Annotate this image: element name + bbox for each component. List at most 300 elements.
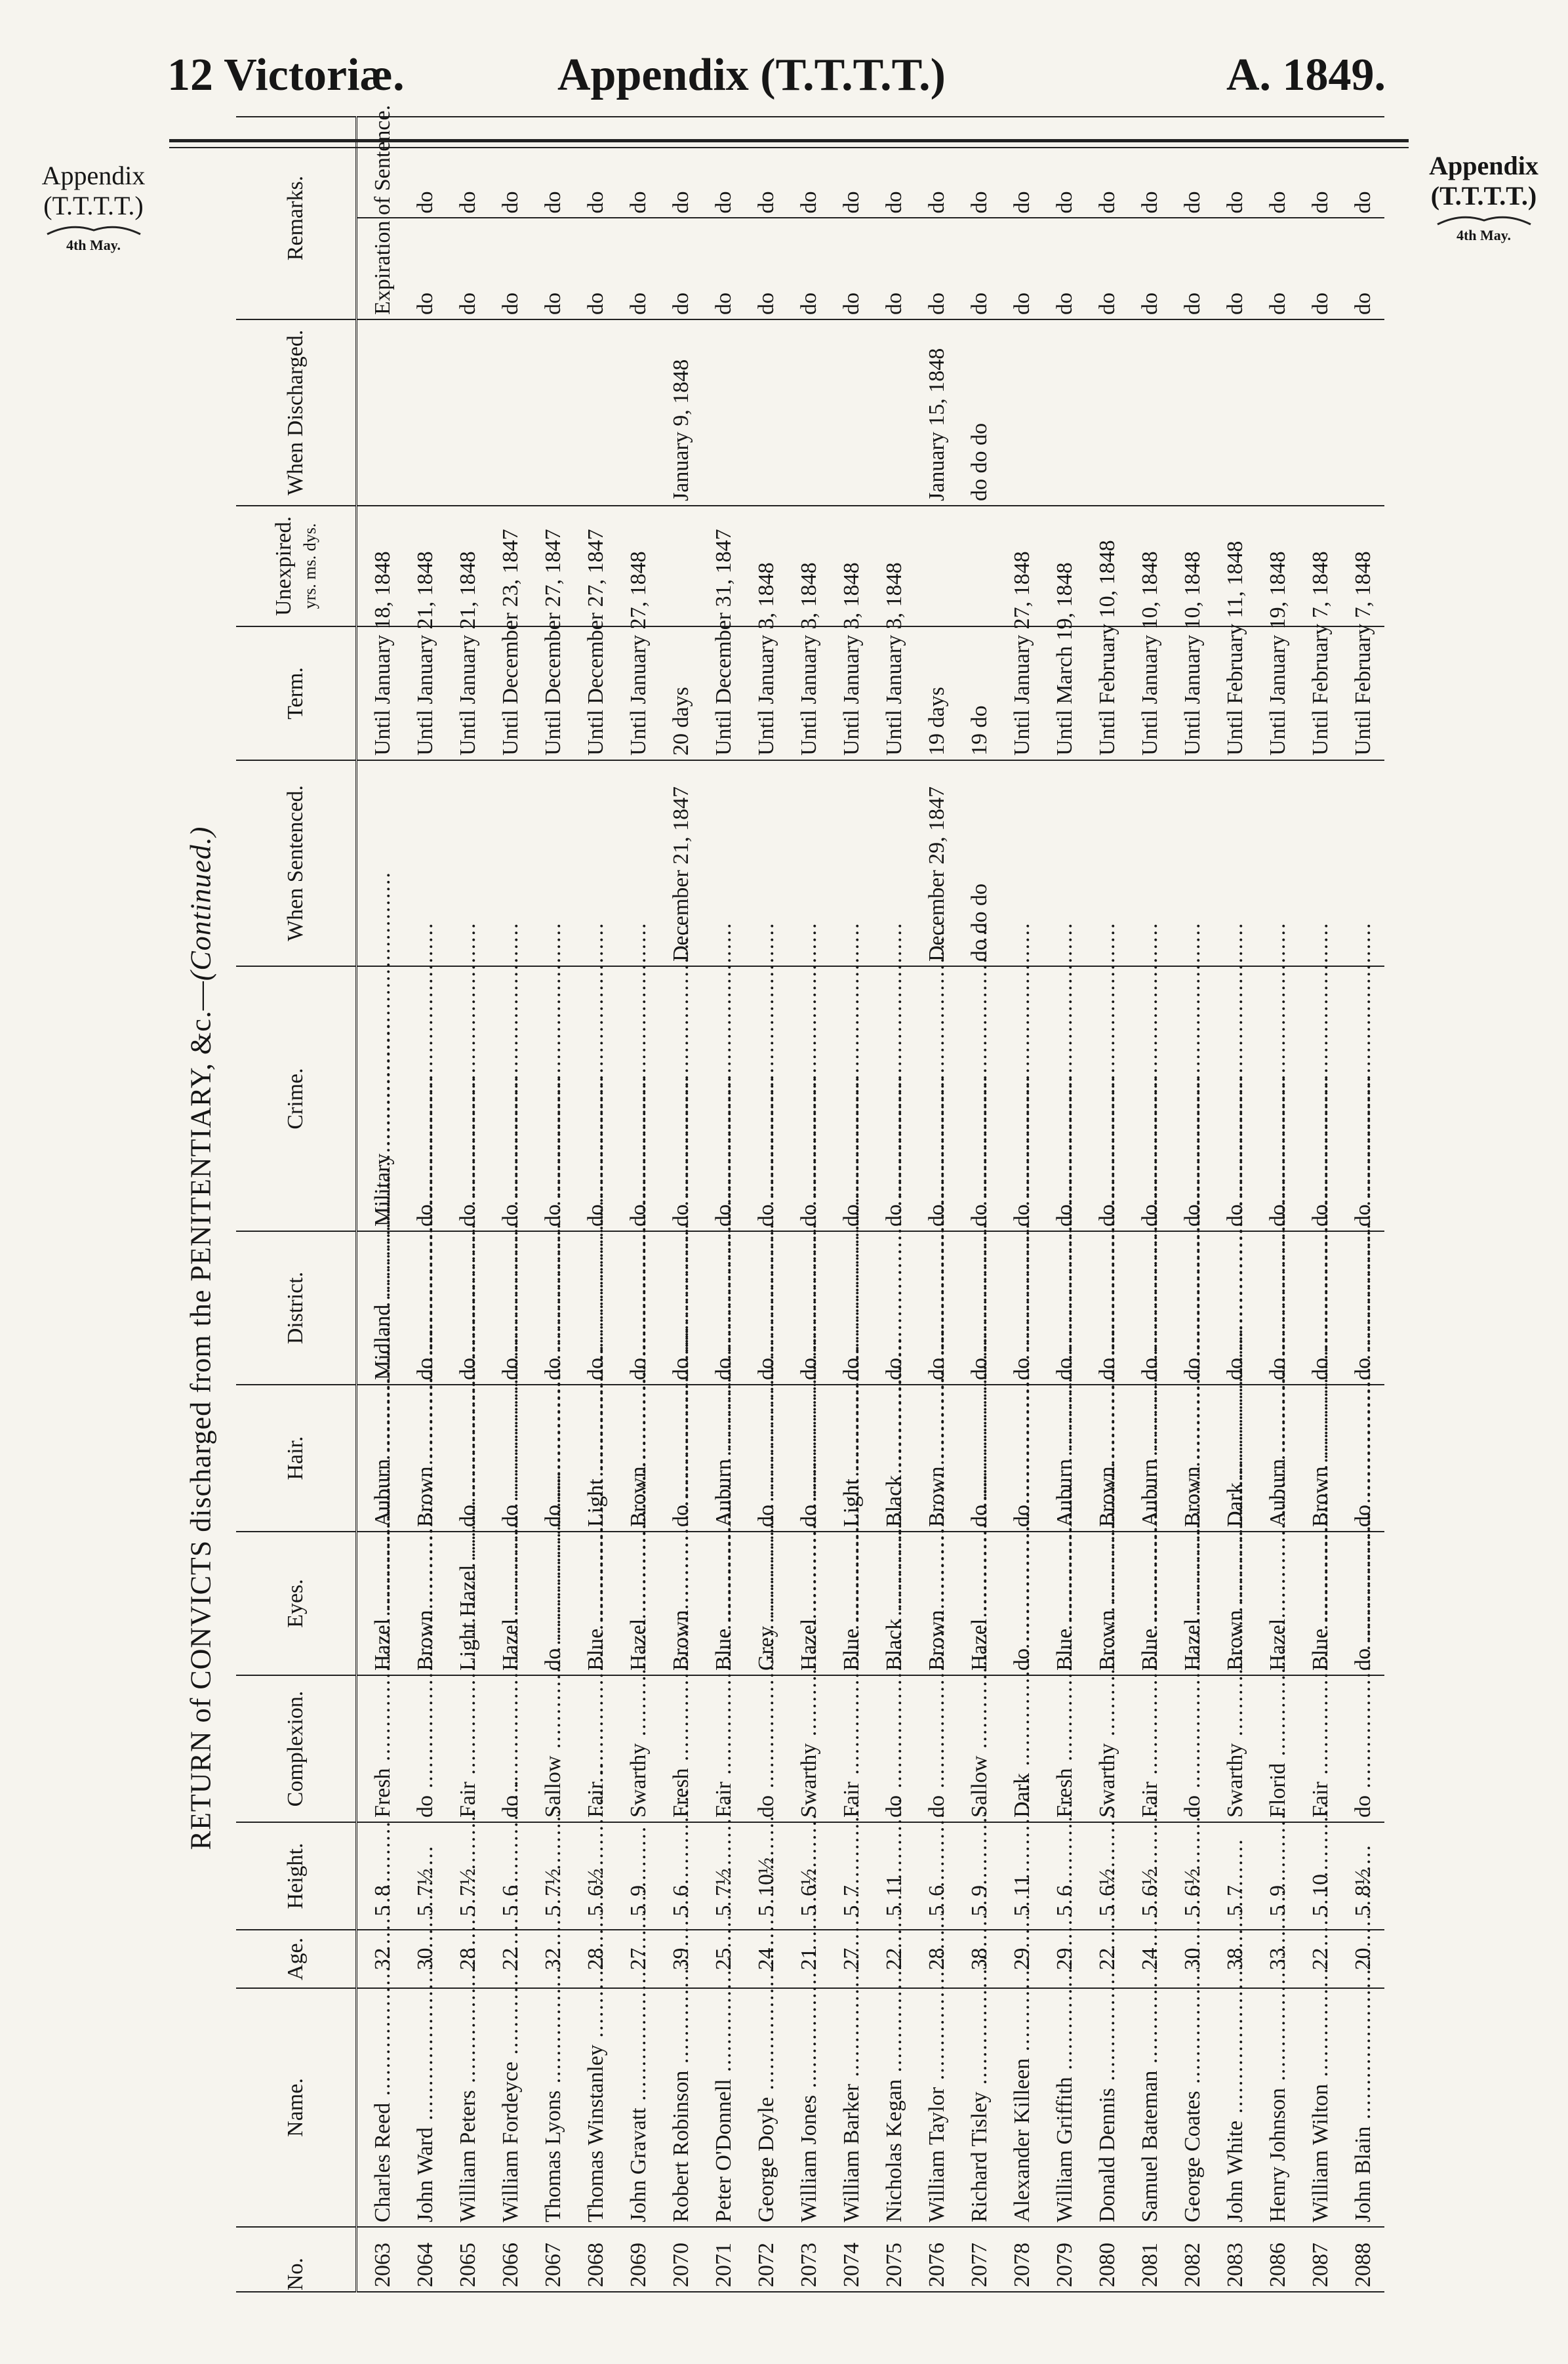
cell-when-sentenced: December 21, 1847: [660, 760, 702, 966]
cell-no: 2080: [1086, 2227, 1129, 2292]
cell-unexpired: [915, 506, 958, 626]
table-row: [1299, 117, 1342, 2292]
height-feet: 5: [455, 1905, 480, 1917]
col-when-sentenced: When Sentenced.: [236, 760, 357, 966]
height-inches: 11: [881, 1875, 906, 1896]
cell-eyes: Blue .....: [830, 1532, 873, 1675]
cell-no: 2067: [532, 2227, 574, 2292]
cell-remarks: do: [617, 218, 660, 320]
cell-district: do .....: [1129, 1231, 1171, 1385]
cell-remarks: do: [532, 218, 574, 320]
cell-term: Until January 3, 1848: [788, 626, 830, 760]
cell-no: 2069: [617, 2227, 660, 2292]
cell-term: Until January 3, 1848: [873, 626, 915, 760]
convict-table-container: [236, 104, 1430, 2293]
cell-no: 2088: [1342, 2227, 1384, 2292]
cell-no: 2068: [574, 2227, 617, 2292]
cell-crime: do .....: [1129, 966, 1171, 1231]
margin-note-right: [1410, 151, 1558, 243]
cell-when-sentenced: do do do: [958, 760, 1001, 966]
cell-district: do .....: [574, 1231, 617, 1385]
cell-eyes: do .....: [1001, 1532, 1043, 1675]
cell-eyes: Light Hazel .....: [447, 1532, 489, 1675]
height-inches: 6: [924, 1885, 949, 1896]
cell-hair: Auburn .....: [702, 1385, 745, 1532]
cell-crime: Military .....: [357, 966, 405, 1231]
cell-remarks: do: [915, 218, 958, 320]
cell-remarks-2: do: [702, 117, 745, 218]
margin-note-title: Appendix: [41, 161, 146, 190]
cell-term: Until January 10, 1848: [1129, 626, 1171, 760]
cell-remarks-2: do: [915, 117, 958, 218]
cell-when-discharged: [1171, 319, 1214, 506]
cell-complexion: do .....: [1342, 1675, 1384, 1822]
cell-when-discharged: January 15, 1848: [915, 319, 958, 506]
table-header-row: [236, 117, 357, 2292]
cell-eyes: do .....: [1342, 1532, 1384, 1675]
cell-crime: do .....: [1171, 966, 1214, 1231]
cell-crime: do .....: [1299, 966, 1342, 1231]
height-feet: 5: [1009, 1905, 1034, 1917]
cell-age: 27: [617, 1930, 660, 1988]
cell-hair: do .....: [1001, 1385, 1043, 1532]
cell-eyes: do .....: [532, 1532, 574, 1675]
cell-name: Donald Dennis .....: [1086, 1988, 1129, 2227]
cell-when-discharged: [447, 319, 489, 506]
cell-eyes: Brown .....: [660, 1532, 702, 1675]
cell-remarks-2: do: [958, 117, 1001, 218]
cell-crime: do .....: [1342, 966, 1384, 1231]
cell-hair: do .....: [745, 1385, 788, 1532]
cell-eyes: Hazel .....: [958, 1532, 1001, 1675]
cell-remarks-2: do: [617, 117, 660, 218]
cell-remarks-2: do: [788, 117, 830, 218]
cell-crime: do .....: [1256, 966, 1299, 1231]
cell-district: do .....: [660, 1231, 702, 1385]
brace-icon: [45, 221, 143, 235]
cell-remarks-2: do: [1043, 117, 1086, 218]
cell-remarks-2: do: [745, 117, 788, 218]
cell-crime: do .....: [1214, 966, 1256, 1231]
cell-term: Until January 21, 1848: [447, 626, 489, 760]
cell-name: John White .....: [1214, 1988, 1256, 2227]
cell-district: Midland .....: [357, 1231, 405, 1385]
cell-hair: Brown .....: [1299, 1385, 1342, 1532]
cell-term: Until January 27, 1848: [1001, 626, 1043, 760]
cell-crime: do .....: [532, 966, 574, 1231]
table-row: [532, 117, 574, 2292]
col-remarks: Remarks.: [236, 117, 357, 319]
cell-crime: do .....: [958, 966, 1001, 1231]
cell-remarks: do: [745, 218, 788, 320]
cell-district: do .....: [404, 1231, 447, 1385]
cell-remarks-2: do: [447, 117, 489, 218]
table-row: [1129, 117, 1171, 2292]
height-feet: 5: [754, 1905, 778, 1917]
cell-name: George Coates .....: [1171, 1988, 1214, 2227]
cell-crime: do .....: [404, 966, 447, 1231]
cell-no: 2076: [915, 2227, 958, 2292]
cell-crime: do .....: [1001, 966, 1043, 1231]
cell-age: 39: [660, 1930, 702, 1988]
height-feet: 5: [540, 1905, 565, 1917]
cell-name: Henry Johnson .....: [1256, 1988, 1299, 2227]
cell-age: 28: [447, 1930, 489, 1988]
cell-eyes: Hazel .....: [617, 1532, 660, 1675]
height-inches: 6½: [583, 1868, 608, 1896]
cell-complexion: Sallow .....: [532, 1675, 574, 1822]
cell-name: Richard Tisley .....: [958, 1988, 1001, 2227]
cell-when-discharged: [1214, 319, 1256, 506]
cell-crime: do .....: [873, 966, 915, 1231]
height-feet: 5: [1137, 1905, 1162, 1917]
cell-age: 27: [830, 1930, 873, 1988]
table-row: [617, 117, 660, 2292]
cell-age: 21: [788, 1930, 830, 1988]
cell-district: do .....: [1043, 1231, 1086, 1385]
cell-hair: Brown .....: [1086, 1385, 1129, 1532]
table-row: [357, 117, 405, 2292]
height-inches: 7: [839, 1885, 864, 1896]
cell-complexion: Fresh .....: [660, 1675, 702, 1822]
cell-eyes: Blue .....: [574, 1532, 617, 1675]
cell-hair: Brown .....: [617, 1385, 660, 1532]
table-row: [1256, 117, 1299, 2292]
cell-remarks: do: [788, 218, 830, 320]
cell-eyes: Brown .....: [1086, 1532, 1129, 1675]
col-when-discharged: When Discharged.: [236, 319, 357, 506]
cell-complexion: do .....: [1171, 1675, 1214, 1822]
height-inches: 7½: [455, 1868, 480, 1896]
cell-district: do .....: [915, 1231, 958, 1385]
cell-term: 19 days: [915, 626, 958, 760]
height-feet: 5: [668, 1905, 693, 1917]
cell-crime: do .....: [1086, 966, 1129, 1231]
cell-remarks: do: [660, 218, 702, 320]
cell-age: 38: [958, 1930, 1001, 1988]
cell-hair: Auburn .....: [357, 1385, 405, 1532]
table-row: [489, 117, 532, 2292]
col-term: Term.: [236, 626, 357, 760]
cell-remarks-2: do: [404, 117, 447, 218]
cell-eyes: Brown .....: [915, 1532, 958, 1675]
cell-when-discharged: [489, 319, 532, 506]
cell-hair: Brown .....: [404, 1385, 447, 1532]
height-feet: 5: [839, 1905, 864, 1917]
cell-no: 2079: [1043, 2227, 1086, 2292]
cell-when-discharged: [1086, 319, 1129, 506]
cell-district: do .....: [532, 1231, 574, 1385]
cell-hair: Auburn .....: [1129, 1385, 1171, 1532]
height-feet: 5: [1308, 1905, 1333, 1917]
cell-hair: Light .....: [574, 1385, 617, 1532]
height-feet: 5: [711, 1905, 736, 1917]
margin-note-date: 4th May.: [66, 237, 121, 253]
height-inches: 10½: [754, 1857, 778, 1896]
cell-age: 28: [915, 1930, 958, 1988]
table-row: [1086, 117, 1129, 2292]
cell-age: 30: [404, 1930, 447, 1988]
cell-remarks-2: do: [1171, 117, 1214, 218]
cell-district: do .....: [1086, 1231, 1129, 1385]
cell-district: do .....: [1256, 1231, 1299, 1385]
cell-term: Until February 7, 1848: [1342, 626, 1384, 760]
cell-age: 22: [873, 1930, 915, 1988]
margin-note-left: [23, 161, 164, 253]
cell-remarks-2: do: [532, 117, 574, 218]
height-feet: 5: [626, 1905, 651, 1917]
cell-eyes: Brown .....: [404, 1532, 447, 1675]
cell-when-discharged: [1342, 319, 1384, 506]
cell-district: do .....: [873, 1231, 915, 1385]
cell-hair: Black .....: [873, 1385, 915, 1532]
cell-remarks: do: [447, 218, 489, 320]
cell-remarks-2: do: [1214, 117, 1256, 218]
col-unexpired-units: yrs. ms. dys.: [300, 523, 319, 609]
cell-crime: do .....: [660, 966, 702, 1231]
cell-unexpired: [958, 506, 1001, 626]
cell-remarks: do: [1129, 218, 1171, 320]
table-row: [788, 117, 830, 2292]
cell-no: 2086: [1256, 2227, 1299, 2292]
height-inches: 8: [370, 1885, 395, 1896]
cell-when-discharged: [745, 319, 788, 506]
cell-eyes: Hazel .....: [1256, 1532, 1299, 1675]
table-body: [357, 104, 1385, 2292]
cell-crime: do .....: [1043, 966, 1086, 1231]
cell-remarks-2: do: [1342, 117, 1384, 218]
col-complexion: Complexion.: [236, 1675, 357, 1822]
cell-complexion: do .....: [489, 1675, 532, 1822]
cell-when-discharged: [404, 319, 447, 506]
cell-eyes: Hazel .....: [357, 1532, 405, 1675]
cell-remarks: do: [574, 218, 617, 320]
cell-no: 2082: [1171, 2227, 1214, 2292]
height-feet: 5: [796, 1905, 821, 1917]
cell-term: Until January 19, 1848: [1256, 626, 1299, 760]
height-inches: 10: [1308, 1874, 1333, 1896]
cell-complexion: Swarthy .....: [1086, 1675, 1129, 1822]
table-row: [660, 117, 702, 2292]
cell-no: 2072: [745, 2227, 788, 2292]
cell-name: Nicholas Kegan .....: [873, 1988, 915, 2227]
cell-height: [404, 1822, 447, 1930]
cell-crime: do .....: [830, 966, 873, 1231]
cell-no: 2073: [788, 2227, 830, 2292]
cell-district: do .....: [489, 1231, 532, 1385]
cell-crime: do .....: [702, 966, 745, 1231]
cell-complexion: Swarthy .....: [617, 1675, 660, 1822]
table-row: [404, 117, 447, 2292]
cell-hair: do .....: [532, 1385, 574, 1532]
cell-remarks-2: do: [1256, 117, 1299, 218]
table-row: [1171, 117, 1214, 2292]
cell-name: Thomas Winstanley .....: [574, 1988, 617, 2227]
cell-eyes: Brown .....: [1214, 1532, 1256, 1675]
cell-term: Until February 11, 1848: [1214, 626, 1256, 760]
cell-name: William Griffith .....: [1043, 1988, 1086, 2227]
cell-name: Peter O'Donnell .....: [702, 1988, 745, 2227]
cell-no: 2070: [660, 2227, 702, 2292]
col-no: No.: [236, 2227, 357, 2292]
cell-complexion: Sallow .....: [958, 1675, 1001, 1822]
cell-remarks-2: do: [1299, 117, 1342, 218]
cell-eyes: Blue .....: [702, 1532, 745, 1675]
cell-district: do .....: [1299, 1231, 1342, 1385]
cell-remarks: do: [1001, 218, 1043, 320]
cell-eyes: Grey .....: [745, 1532, 788, 1675]
height-feet: 5: [881, 1905, 906, 1917]
col-height: Height.: [236, 1822, 357, 1930]
cell-district: do .....: [702, 1231, 745, 1385]
height-inches: 7½: [711, 1868, 736, 1896]
cell-term: Until January 10, 1848: [1171, 626, 1214, 760]
cell-age: 32: [357, 1930, 405, 1988]
cell-age: 22: [489, 1930, 532, 1988]
cell-name: William Peters .....: [447, 1988, 489, 2227]
cell-hair: Auburn .....: [1043, 1385, 1086, 1532]
cell-remarks: do: [830, 218, 873, 320]
cell-complexion: do .....: [404, 1675, 447, 1822]
cell-remarks: Expiration of Sentence.: [357, 218, 405, 320]
cell-age: 38: [1214, 1930, 1256, 1988]
cell-district: do .....: [958, 1231, 1001, 1385]
cell-no: 2078: [1001, 2227, 1043, 2292]
cell-age: 25: [702, 1930, 745, 1988]
height-feet: 5: [1222, 1905, 1247, 1917]
cell-hair: Dark .....: [1214, 1385, 1256, 1532]
cell-district: do .....: [788, 1231, 830, 1385]
header-session: 12 Victoriæ.: [167, 50, 405, 100]
cell-term: Until January 21, 1848: [404, 626, 447, 760]
cell-when-discharged: [873, 319, 915, 506]
cell-remarks-2: do: [1086, 117, 1129, 218]
cell-remarks: do: [1256, 218, 1299, 320]
cell-when-discharged: do do do: [958, 319, 1001, 506]
cell-term: Until January 27, 1848: [617, 626, 660, 760]
cell-eyes: Blue .....: [1129, 1532, 1171, 1675]
cell-name: Charles Reed .....: [357, 1988, 405, 2227]
cell-when-discharged: [1043, 319, 1086, 506]
cell-complexion: Dark .....: [1001, 1675, 1043, 1822]
height-inches: 9: [1265, 1885, 1290, 1896]
cell-age: 29: [1043, 1930, 1086, 1988]
cell-term: Until February 7, 1848: [1299, 626, 1342, 760]
cell-term: Until January 3, 1848: [745, 626, 788, 760]
cell-name: Robert Robinson .....: [660, 1988, 702, 2227]
cell-complexion: Fresh .....: [1043, 1675, 1086, 1822]
table-row: [830, 117, 873, 2292]
cell-complexion: Swarthy .....: [1214, 1675, 1256, 1822]
height-feet: 5: [967, 1905, 992, 1917]
table-row: [1001, 117, 1043, 2292]
cell-term: Until December 27, 1847: [532, 626, 574, 760]
cell-term: Until December 27, 1847: [574, 626, 617, 760]
cell-age: 20: [1342, 1930, 1384, 1988]
height-feet: 5: [924, 1905, 949, 1917]
cell-complexion: Fair .....: [1299, 1675, 1342, 1822]
cell-remarks: do: [873, 218, 915, 320]
height-feet: 5: [1350, 1905, 1375, 1917]
cell-crime: do .....: [574, 966, 617, 1231]
cell-age: 24: [745, 1930, 788, 1988]
height-feet: 5: [370, 1905, 395, 1917]
height-inches: 6½: [1095, 1868, 1119, 1896]
cell-remarks-2: do: [1001, 117, 1043, 218]
cell-remarks-2: do: [489, 117, 532, 218]
cell-term: Until March 19, 1848: [1043, 626, 1086, 760]
table-row: [447, 117, 489, 2292]
cell-remarks: do: [958, 218, 1001, 320]
cell-when-sentenced: December 29, 1847: [915, 760, 958, 966]
cell-remarks-2: do: [873, 117, 915, 218]
cell-term: Until December 23, 1847: [489, 626, 532, 760]
cell-term: Until February 10, 1848: [1086, 626, 1129, 760]
col-crime: Crime.: [236, 966, 357, 1231]
col-district: District.: [236, 1231, 357, 1385]
cell-name: William Barker .....: [830, 1988, 873, 2227]
cell-when-discharged: [357, 319, 405, 506]
height-inches: 6: [668, 1885, 693, 1896]
cell-no: 2075: [873, 2227, 915, 2292]
table-row: [958, 117, 1001, 2292]
cell-age: 28: [574, 1930, 617, 1988]
cell-no: 2081: [1129, 2227, 1171, 2292]
margin-note-code: (T.T.T.T.): [43, 191, 144, 220]
cell-term: 19 do: [958, 626, 1001, 760]
height-inches: 6: [498, 1885, 523, 1896]
cell-complexion: Fair .....: [574, 1675, 617, 1822]
cell-complexion: Fair .....: [1129, 1675, 1171, 1822]
cell-crime: do .....: [489, 966, 532, 1231]
cell-name: Alexander Killeen .....: [1001, 1988, 1043, 2227]
cell-name: John Blain .....: [1342, 1988, 1384, 2227]
col-eyes: Eyes.: [236, 1532, 357, 1675]
margin-note-code: (T.T.T.T.): [1430, 181, 1537, 211]
cell-no: 2083: [1214, 2227, 1256, 2292]
cell-complexion: do .....: [915, 1675, 958, 1822]
height-inches: 6: [1052, 1885, 1077, 1896]
cell-district: do .....: [1171, 1231, 1214, 1385]
cell-crime: do .....: [745, 966, 788, 1231]
table-title-text: RETURN of CONVICTS discharged from the PENITENTIARY, &c.—: [184, 981, 217, 1850]
cell-remarks: do: [702, 218, 745, 320]
cell-hair: do .....: [788, 1385, 830, 1532]
cell-age: 30: [1171, 1930, 1214, 1988]
cell-age: 22: [1299, 1930, 1342, 1988]
table-row: [873, 117, 915, 2292]
cell-crime: do .....: [447, 966, 489, 1231]
cell-name: George Doyle .....: [745, 1988, 788, 2227]
cell-no: 2066: [489, 2227, 532, 2292]
height-inches: 8½: [1350, 1868, 1375, 1896]
table-row: [1043, 117, 1086, 2292]
height-inches: 6½: [1137, 1868, 1162, 1896]
cell-hair: do .....: [958, 1385, 1001, 1532]
cell-hair: do .....: [489, 1385, 532, 1532]
brace-icon: [1435, 211, 1533, 226]
cell-name: Samuel Bateman .....: [1129, 1988, 1171, 2227]
cell-name: John Ward .....: [404, 1988, 447, 2227]
height-feet: 5: [1265, 1905, 1290, 1917]
height-feet: 5: [1180, 1905, 1205, 1917]
table-row: [1342, 117, 1384, 2292]
col-name: Name.: [236, 1988, 357, 2227]
cell-term: Until January 18, 1848: [357, 626, 405, 760]
table-title-continued: (Continued.): [184, 826, 217, 981]
cell-eyes: Hazel .....: [1171, 1532, 1214, 1675]
cell-remarks: do: [489, 218, 532, 320]
